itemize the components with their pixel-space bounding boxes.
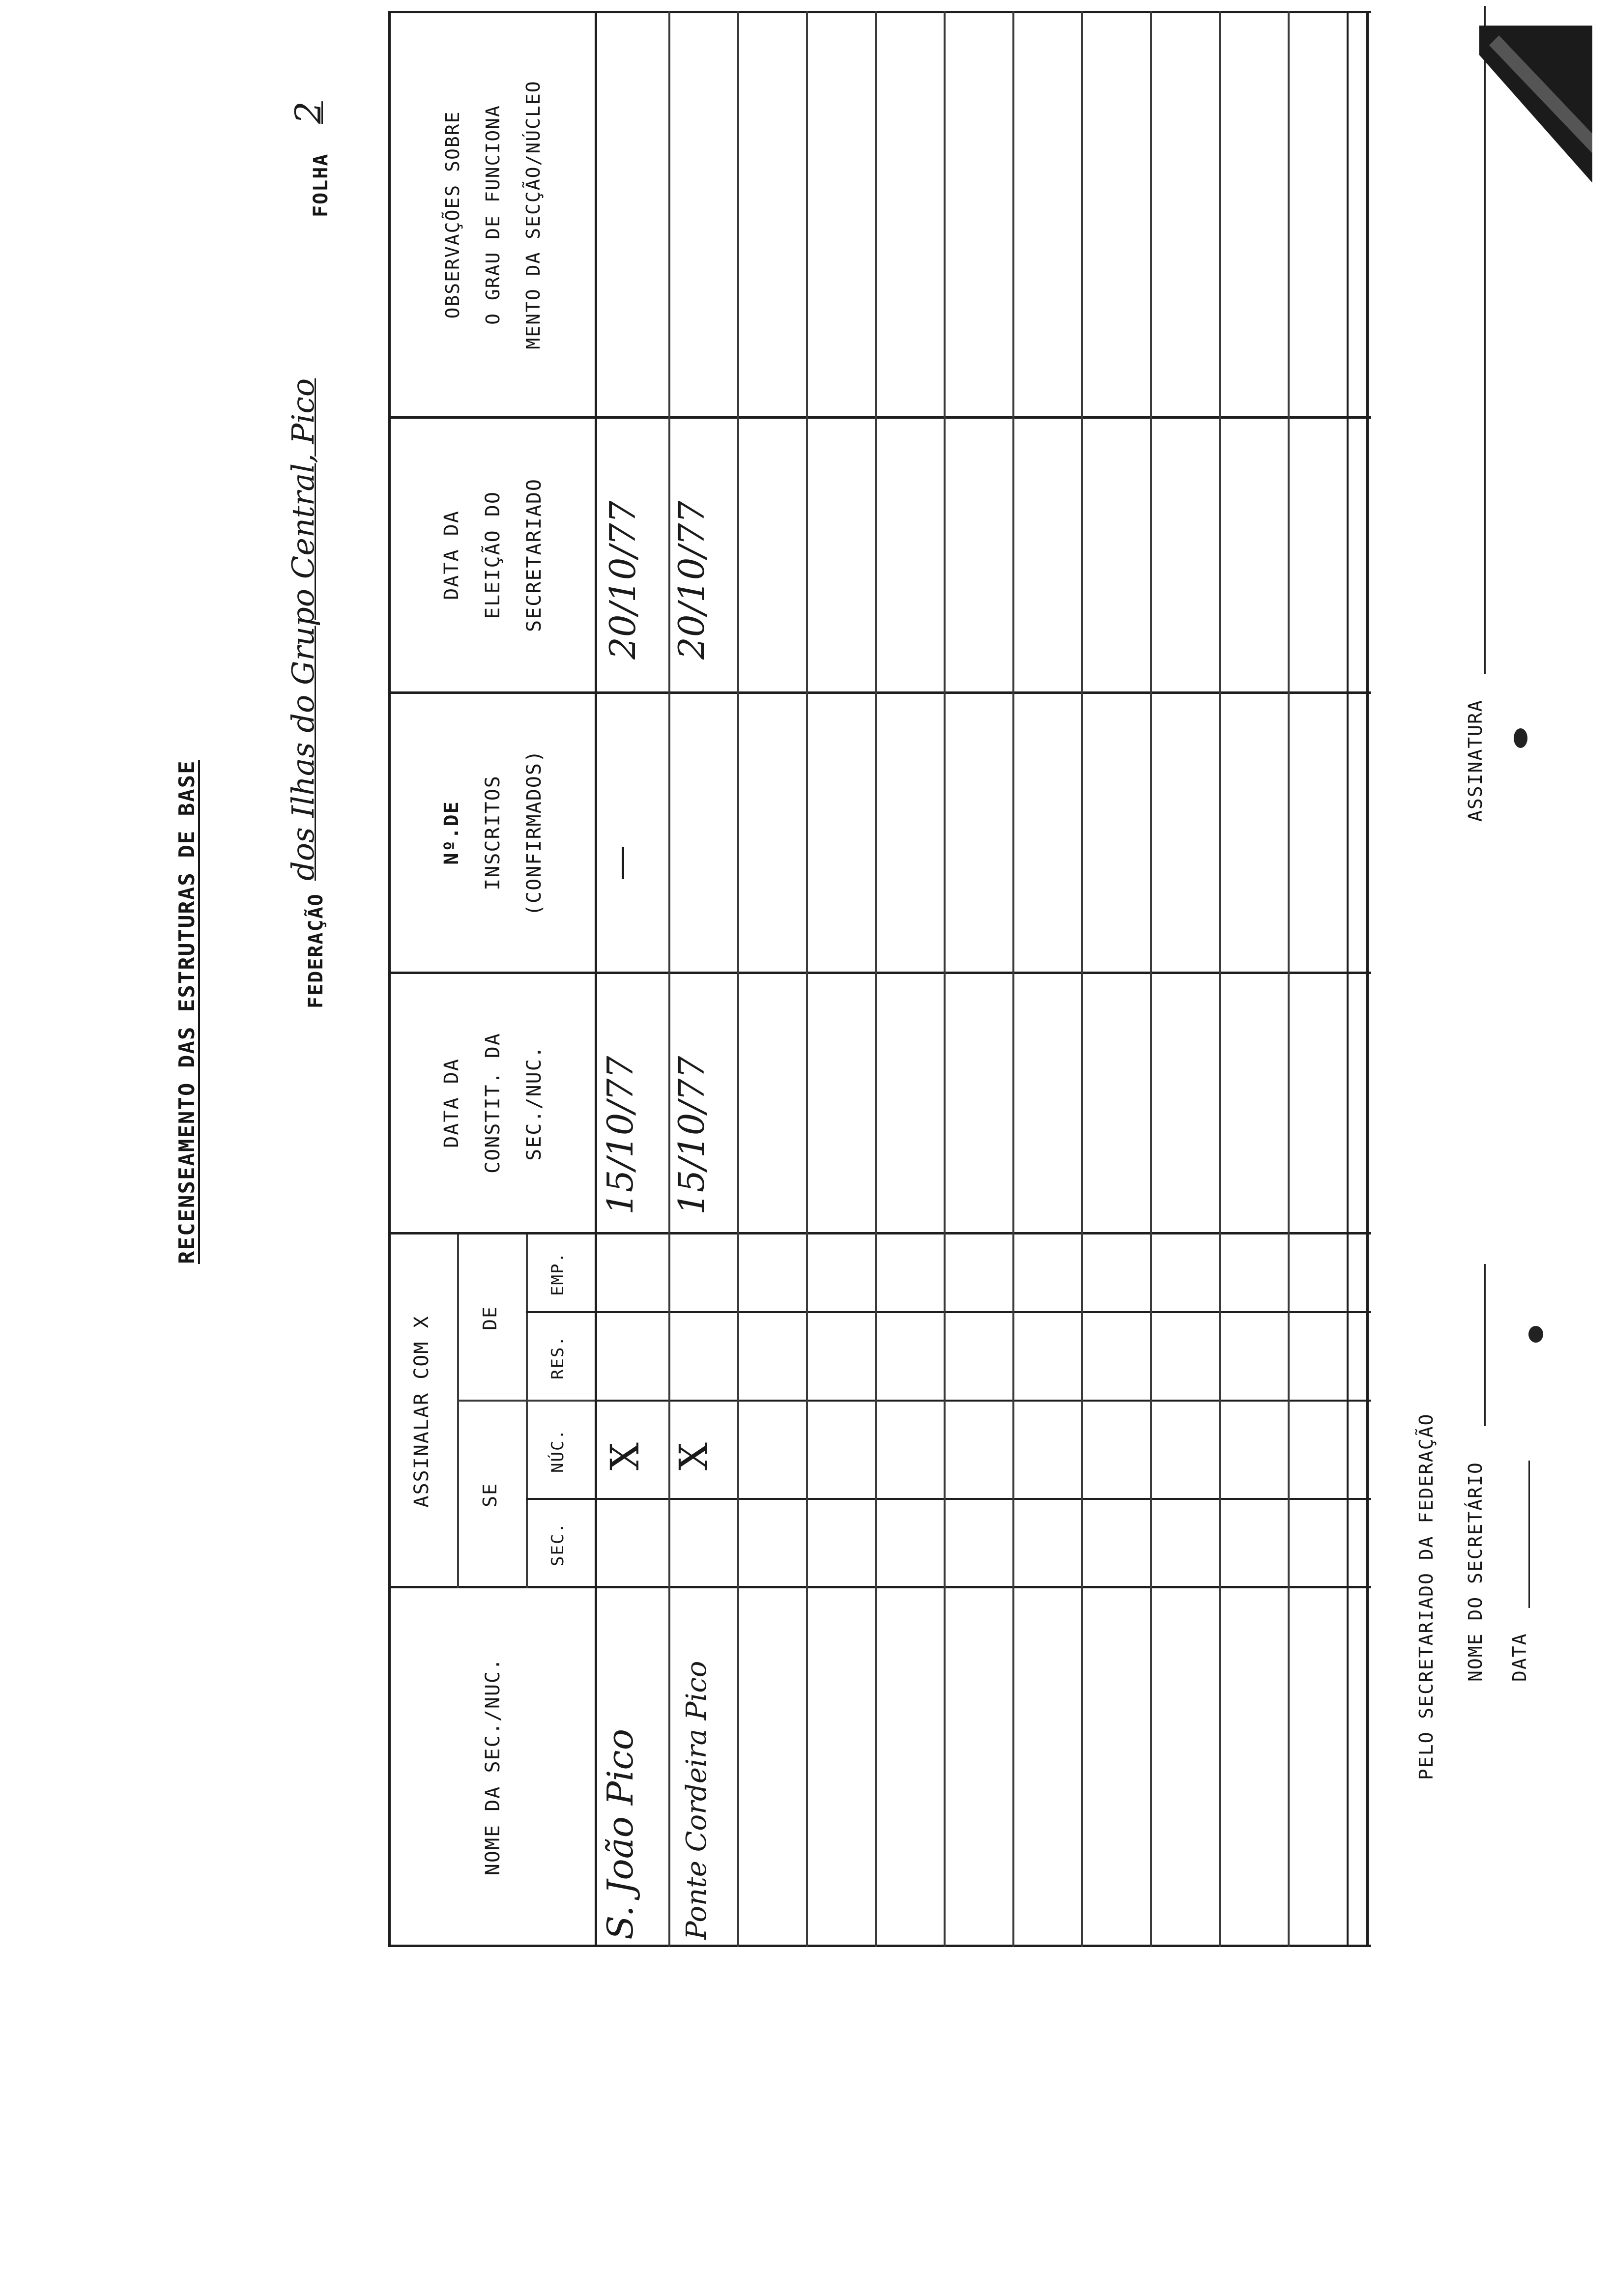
footer-assinatura: ASSINATURA — [1465, 699, 1486, 822]
federacao-value: dos Ilhas do Grupo Central, Pico — [285, 378, 321, 881]
header-data-constit-l1: DATA DA — [440, 1058, 463, 1148]
header-nuc: NÚC. — [548, 1429, 568, 1473]
folha-value: 2 — [288, 101, 329, 124]
federacao-label: FEDERAÇÃO — [305, 893, 327, 1008]
header-de: DE — [479, 1306, 501, 1330]
footer-nome-secretario: NOME DO SECRETÁRIO — [1465, 1462, 1486, 1682]
header-inscritos-l3: (CONFIRMADOS) — [522, 749, 546, 917]
header-data-constit-l2: CONSTIT. DA — [481, 1033, 504, 1174]
header-inscritos-l2: INSCRITOS — [481, 775, 504, 890]
header-data-constit — [391, 974, 595, 1232]
page-title: RECENSEAMENTO DAS ESTRUTURAS DE BASE — [174, 760, 200, 1264]
header-res: RES. — [548, 1335, 568, 1379]
header-nome — [391, 1588, 595, 1945]
header-data-eleicao — [391, 419, 595, 691]
header-data-eleicao-l1: DATA DA — [440, 510, 463, 600]
header-sec: SEC. — [548, 1522, 568, 1566]
footer-pelo: PELO SECRETARIADO DA FEDERAÇÃO — [1415, 1413, 1437, 1780]
header-emp: EMP. — [548, 1252, 568, 1296]
header-data-eleicao-l3: SECRETARIADO — [522, 478, 546, 632]
header-data-eleicao-l2: ELEIÇÃO DO — [481, 491, 504, 619]
header-inscritos — [391, 694, 595, 972]
header-observacoes-l2: O GRAU DE FUNCIONA — [482, 105, 504, 325]
header-observacoes-l1: OBSERVAÇÕES SOBRE — [441, 111, 463, 319]
data-line — [1528, 1461, 1530, 1608]
header-se: SE — [479, 1483, 501, 1507]
row2-nuc-mark: X — [671, 1442, 717, 1470]
nome-secretario-line — [1484, 1264, 1486, 1426]
row2-data-eleicao: 20/10/77 — [671, 500, 712, 660]
row2-data-constit: 15/10/77 — [671, 1056, 712, 1215]
header-data-constit-l3: SEC./NUC. — [522, 1045, 546, 1161]
header-nome-text: NOME DA SEC./NUC. — [481, 1657, 504, 1876]
row1-data-constit: 15/10/77 — [600, 1056, 641, 1215]
header-observacoes — [391, 13, 595, 416]
row2-nome: Ponte Cordeira Pico — [681, 1661, 713, 1940]
corner-fold — [1479, 26, 1592, 183]
row1-inscritos: — — [600, 845, 641, 881]
header-observacoes-l3: MENTO DA SECÇÃO/NÚCLEO — [522, 80, 544, 349]
folha-label: FOLHA — [310, 153, 332, 217]
row1-nuc-mark: X — [602, 1442, 648, 1470]
row1-nome: S. João Pico — [600, 1728, 641, 1940]
header-inscritos-l1: Nº.DE — [440, 801, 463, 865]
header-assinalar: ASSINALAR COM X — [410, 1315, 433, 1508]
row1-data-eleicao: 20/10/77 — [602, 500, 643, 660]
footer-data: DATA — [1509, 1633, 1530, 1682]
